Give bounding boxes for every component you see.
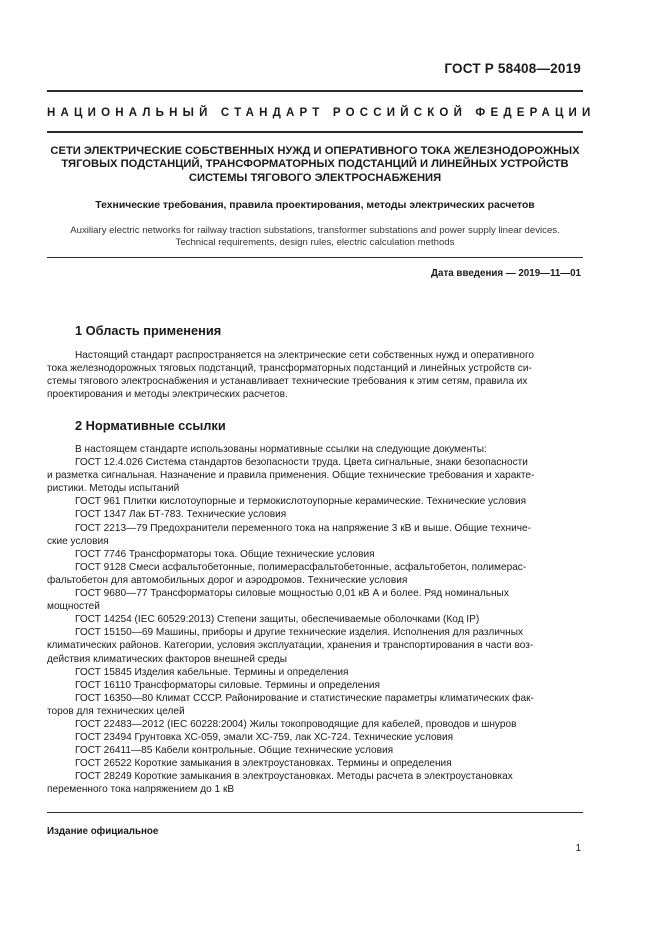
edition-label: Издание официальное bbox=[47, 826, 159, 837]
section-2-line: ГОСТ 26522 Короткие замыкания в электроустановках. Термины и определения bbox=[75, 758, 452, 770]
section-1-body bbox=[47, 349, 583, 401]
section-2-line: ГОСТ 12.4.026 Система стандартов безопасности труда. Цвета сигнальные, знаки безопасности bbox=[75, 457, 528, 469]
section-2-heading: 2 Нормативные ссылки bbox=[75, 418, 226, 433]
section-2-line: ГОСТ 16350—80 Климат СССР. Районирование и статистические параметры климатических фак- bbox=[75, 692, 534, 704]
document-subtitle: Технические требования, правила проектирования, методы электрических расчетов bbox=[95, 200, 535, 211]
section-2-line: В настоящем стандарте использованы нормативные ссылки на следующие документы: bbox=[75, 444, 487, 455]
page-number: 1 bbox=[575, 843, 581, 854]
standard-code: ГОСТ Р 58408—2019 bbox=[444, 61, 581, 76]
section-1-line: стемы тягового электроснабжения и устанавливает технические требования к этим сетям, правила их bbox=[47, 376, 528, 388]
section-1-line: Настоящий стандарт распространяется на электрические сети собственных нужд и оперативного bbox=[75, 350, 535, 361]
section-1-line: тока железнодорожных тяговых подстанций, трансформаторных подстанций и линейных устройств си- bbox=[47, 363, 532, 375]
title-line-2: ТЯГОВЫХ ПОДСТАНЦИЙ, ТРАНСФОРМАТОРНЫХ ПОДСТАНЦИЙ И ЛИНЕЙНЫХ УСТРОЙСТВ bbox=[61, 158, 569, 171]
section-2-line: переменного тока напряжением до 1 кВ bbox=[47, 784, 235, 796]
section-2-line: ГОСТ 16110 Трансформаторы силовые. Термины и определения bbox=[75, 679, 380, 691]
section-2-line: ГОСТ 26411—85 Кабели контрольные. Общие технические условия bbox=[75, 745, 394, 757]
english-title-line-1: Auxiliary electric networks for railway traction substations, transformer substations and power supply linear devices. bbox=[70, 225, 560, 236]
section-2-line: ГОСТ 1347 Лак БТ-783. Технические условия bbox=[75, 509, 287, 521]
section-2-line: ГОСТ 15845 Изделия кабельные. Термины и определения bbox=[75, 666, 349, 678]
section-2-line: ГОСТ 961 Плитки кислотоупорные и термокислотоупорные керамические. Технические условия bbox=[75, 496, 527, 508]
section-2-line: действия климатических факторов внешней среды bbox=[47, 653, 287, 665]
section-2-line: ГОСТ 28249 Короткие замыкания в электроустановках. Методы расчета в электроустановках bbox=[75, 771, 513, 783]
document-title bbox=[47, 145, 583, 185]
section-2-line: климатических районов. Категории, условия эксплуатации, хранения и транспортирования в части воз- bbox=[47, 640, 534, 652]
section-2-line: ГОСТ 14254 (IEC 60529:2013) Степени защиты, обеспечиваемые оболочками (Код IP) bbox=[75, 614, 480, 626]
section-2-line: ГОСТ 22483—2012 (IEC 60228:2004) Жилы токопроводящие для кабелей, проводов и шнуров bbox=[75, 718, 517, 730]
section-2-line: ГОСТ 2213—79 Предохранители переменного тока на напряжение 3 кВ и выше. Общие техниче- bbox=[75, 522, 531, 534]
header-rule-top bbox=[47, 90, 583, 92]
section-2-line: ристики. Методы испытаний bbox=[47, 483, 180, 495]
section-2-line: фальтобетон для автомобильных дорог и аэродромов. Технические условия bbox=[47, 574, 408, 586]
section-2-line: ГОСТ 9680—77 Трансформаторы силовые мощностью 0,01 кВ А и более. Ряд номинальных bbox=[75, 588, 509, 600]
section-2-line: ГОСТ 9128 Смеси асфальтобетонные, полимерасфальтобетонные, асфальтобетон, полимерас- bbox=[75, 561, 527, 573]
english-title-line-2: Technical requirements, design rules, electric calculation methods bbox=[175, 237, 455, 249]
section-2-line: и разметка сигнальная. Назначение и правила применения. Общие технические требования и характе- bbox=[47, 470, 535, 482]
footer-rule bbox=[47, 812, 583, 813]
section-2-line: ГОСТ 23494 Грунтовка ХС-059, эмали ХС-759, лак ХС-724. Технические условия bbox=[75, 732, 454, 744]
section-2-line: торов для технических целей bbox=[47, 705, 185, 717]
section-2-line: мощностей bbox=[47, 601, 100, 613]
english-title bbox=[47, 225, 583, 250]
section-1-heading: 1 Область применения bbox=[75, 323, 222, 338]
national-standard-heading: НАЦИОНАЛЬНЫЙ СТАНДАРТ РОССИЙСКОЙ ФЕДЕРАЦИИ bbox=[47, 107, 596, 119]
section-2-line: ГОСТ 15150—69 Машины, приборы и другие технические изделия. Исполнения для различных bbox=[75, 627, 524, 639]
section-2-line: ГОСТ 7746 Трансформаторы тока. Общие технические условия bbox=[75, 548, 375, 560]
title-line-1: СЕТИ ЭЛЕКТРИЧЕСКИЕ СОБСТВЕННЫХ НУЖД И ОПЕРАТИВНОГО ТОКА ЖЕЛЕЗНОДОРОЖНЫХ bbox=[50, 145, 580, 157]
header-rule-bottom bbox=[47, 131, 583, 133]
section-2-body bbox=[47, 443, 583, 797]
section-1-line: проектирования и методы электрических расчетов. bbox=[47, 389, 288, 401]
title-line-3: СИСТЕМЫ ТЯГОВОГО ЭЛЕКТРОСНАБЖЕНИЯ bbox=[188, 171, 442, 184]
introduction-date: Дата введения — 2019—11—01 bbox=[431, 268, 581, 279]
title-rule bbox=[47, 257, 583, 258]
section-2-line: ские условия bbox=[47, 535, 109, 547]
